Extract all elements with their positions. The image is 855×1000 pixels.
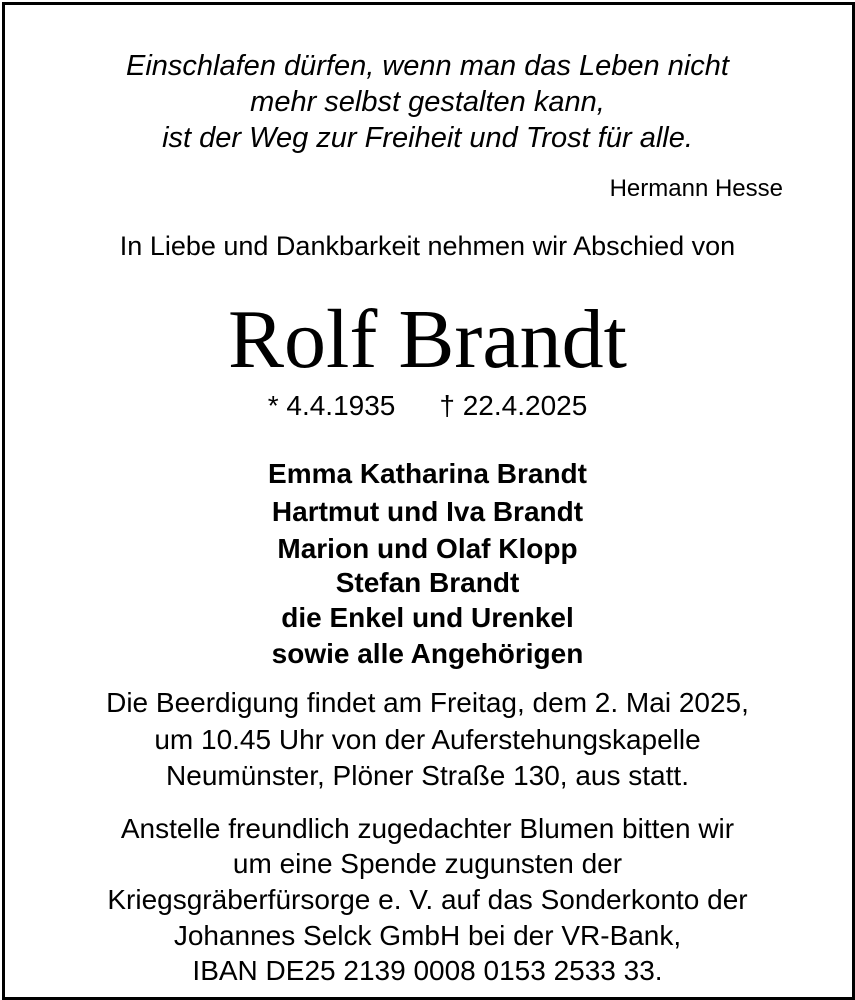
mourner-name: Hartmut und Iva Brandt [271, 496, 584, 527]
quote-line: Einschlafen dürfen, wenn man das Leben nicht [126, 50, 729, 82]
quote-line: ist der Weg zur Freiheit und Trost für alle. [162, 122, 693, 154]
donation-info-line: Kriegsgräberfürsorge e. V. auf das Sonderkonto der [107, 884, 748, 915]
funeral-info-line: Neumünster, Plöner Straße 130, aus statt. [166, 760, 689, 791]
funeral-info-line: Die Beerdigung findet am Freitag, dem 2. Mai 2025, [106, 687, 749, 718]
mourner-name: Stefan Brandt [335, 567, 520, 598]
funeral-info-line: um 10.45 Uhr von der Auferstehungskapelle [154, 724, 701, 755]
donation-info-line: Anstelle freundlich zugedachter Blumen bitten wir [120, 813, 735, 844]
donation-iban: IBAN DE25 2139 0008 0153 2533 33. [192, 955, 663, 986]
deceased-name: Rolf Brandt [228, 293, 627, 386]
mourner-name: sowie alle Angehörigen [271, 638, 584, 669]
mourner-name: Marion und Olaf Klopp [277, 533, 578, 564]
donation-info-line: Johannes Selck GmbH bei der VR-Bank, [173, 920, 682, 951]
life-dates [0, 392, 855, 420]
quote-line: mehr selbst gestalten kann, [250, 86, 605, 118]
death-date: † 22.4.2025 [439, 390, 588, 421]
donation-info-line: um eine Spende zugunsten der [232, 848, 623, 879]
mourner-name: die Enkel und Urenkel [281, 602, 574, 633]
intro-text: In Liebe und Dankbarkeit nehmen wir Abschied von [119, 231, 736, 261]
birth-date: * 4.4.1935 [267, 390, 396, 421]
mourner-name: Emma Katharina Brandt [268, 458, 587, 489]
quote-author: Hermann Hesse [609, 175, 783, 202]
